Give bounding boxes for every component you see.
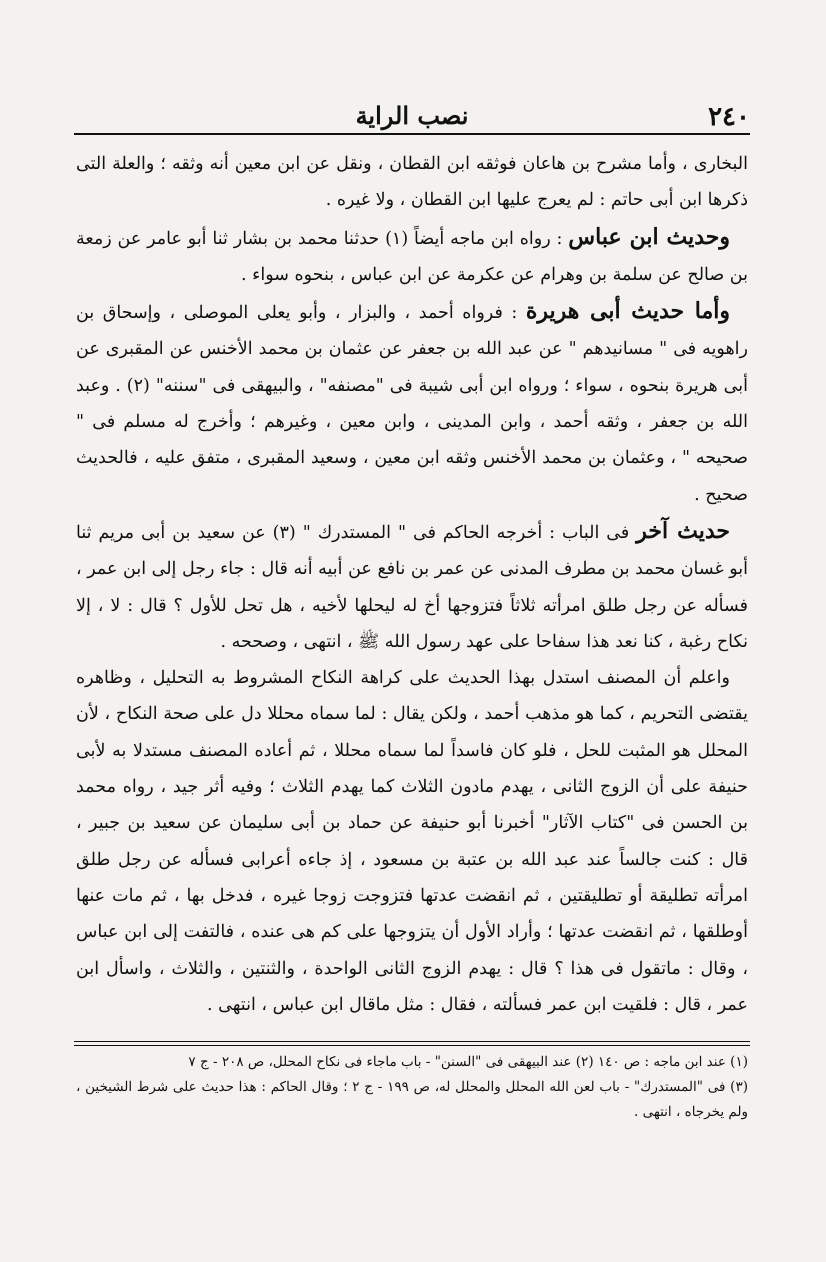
paragraph-lead: حديث آخر (636, 517, 730, 544)
paragraph-text: واعلم أن المصنف استدل بهذا الحديث على كراهة النكاح المشروط به التحليل ، وظاهره يقتضى التحريم ، كما هو مذهب أحمد ، ولكن يقال : لما سماه محللا دل على صحة النكاح ، لأن المحلل هو المثبت للحل ، فلو كان فاسداً لما سماه محللا ، ثم أعاده المصنف مستدلا به لأبى حنيفة على أن الزوج الثانى ، يهدم مادون الثلاث كما يهدم الثلاث ؛ وفيه أثر جيد ، رواه محمد بن الحسن فى "كتاب الآثار" أخبرنا أبو حنيفة عن حماد بن أبى سليمان عن سعيد بن جبير ، قال : كنت جالساً عند عبد الله بن عتبة بن مسعود ، إذ جاءه أعرابى فسأله عن رجل طلق امرأته تطليقة أو تطليقتين ، ثم انقضت عدتها فتزوجت زوجا غيره ، فدخل بها ، ثم مات عنها أوطلقها ، ثم انقضت عدتها ؛ وأراد الأول أن يتزوجها على كم هى عنده ، فالتفت إلى ابن عباس ، وقال : ماتقول فى هذا ؟ قال : يهدم الزوج الثانى الواحدة ، والثنتين ، والثلاث ، واسأل ابن عمر ، قال : فلقيت ابن عمر فسألته ، فقال : مثل ماقال ابن عباس ، انتهى . (76, 668, 749, 1015)
body-text (76, 146, 748, 1023)
paragraph-text: : فرواه أحمد ، والبزار ، وأبو يعلى الموصلى ، وإسحاق بن راهويه فى " مسانيدهم " عن عبد الله بن جعفر عن عثمان بن محمد الأخنس عن المقبرى عن أبى هريرة بنحوه ، سواء ؛ ورواه ابن أبى شيبة فى "مصنفه" ، والبيهقى فى "سننه" (٢) . وعبد الله بن جعفر ، وثقه أحمد ، وابن المدينى ، وابن معين ، وغيرهم ؛ وأخرج له مسلم فى " صحيحه " ، وعثمان بن محمد الأخنس وثقه ابن معين ، وسعيد المقبرى ، متفق عليه ، فالحديث صحيح . (76, 303, 749, 505)
running-title: نصب الراية (355, 101, 469, 130)
paragraph-lead: وحديث ابن عباس (568, 223, 730, 250)
paragraph (76, 293, 748, 513)
paragraph (76, 660, 748, 1023)
paragraph-text: فى الباب : أخرجه الحاكم فى " المستدرك " (٣) عن سعيد بن أبى مريم ثنا أبو غسان محمد بن مطرف المدنى عن عمر بن نافع عن أبيه أنه قال : جاء رجل إلى ابن عمر ، فسأله عن رجل طلق امرأته ثلاثاً فتزوجها أخ له ليحلها لأخيه ، هل تحل للأول ؟ قال : لا ، إلا نكاح رغبة ، كنا نعد هذا سفاحا على عهد رسول الله ﷺ ، انتهى ، وصححه . (76, 522, 748, 652)
paragraph-text: البخارى ، وأما مشرح بن هاعان فوثقه ابن القطان ، ونقل عن ابن معين أنه وثقه ؛ والعلة التى ذكرها ابن أبى حاتم : لم يعرج عليها ابن القطان ، ولا غيره . (76, 154, 748, 211)
page-number: ٢٤٠ (708, 102, 750, 132)
header-rule (74, 133, 750, 135)
paragraph (76, 146, 748, 219)
footnotes (76, 1050, 748, 1125)
paragraph (76, 513, 748, 660)
footnote-rule (74, 1041, 750, 1046)
footnote: (٣) فى "المستدرك" - باب لعن الله المحلل والمحلل له، ص ١٩٩ - ج ٢ ؛ وقال الحاكم : هذا حديث على شرط الشيخين ، ولم يخرجاه ، انتهى . (76, 1079, 748, 1120)
footnote: (١) عند ابن ماجه : ص ١٤٠ (٢) عند البيهقى فى "السنن" - باب ماجاء فى نكاح المحلل، ص ٢٠٨ - ج ٧ (188, 1054, 748, 1070)
paragraph-lead: وأما حديث أبى هريرة (525, 298, 730, 325)
paragraph (76, 219, 748, 294)
page-header (74, 92, 750, 132)
paragraph-text: : رواه ابن ماجه أيضاً (١) حدثنا محمد بن بشار ثنا أبو عامر عن زمعة بن صالح عن سلمة بن وهرام عن عكرمة عن ابن عباس ، بنحوه سواء . (76, 228, 748, 285)
